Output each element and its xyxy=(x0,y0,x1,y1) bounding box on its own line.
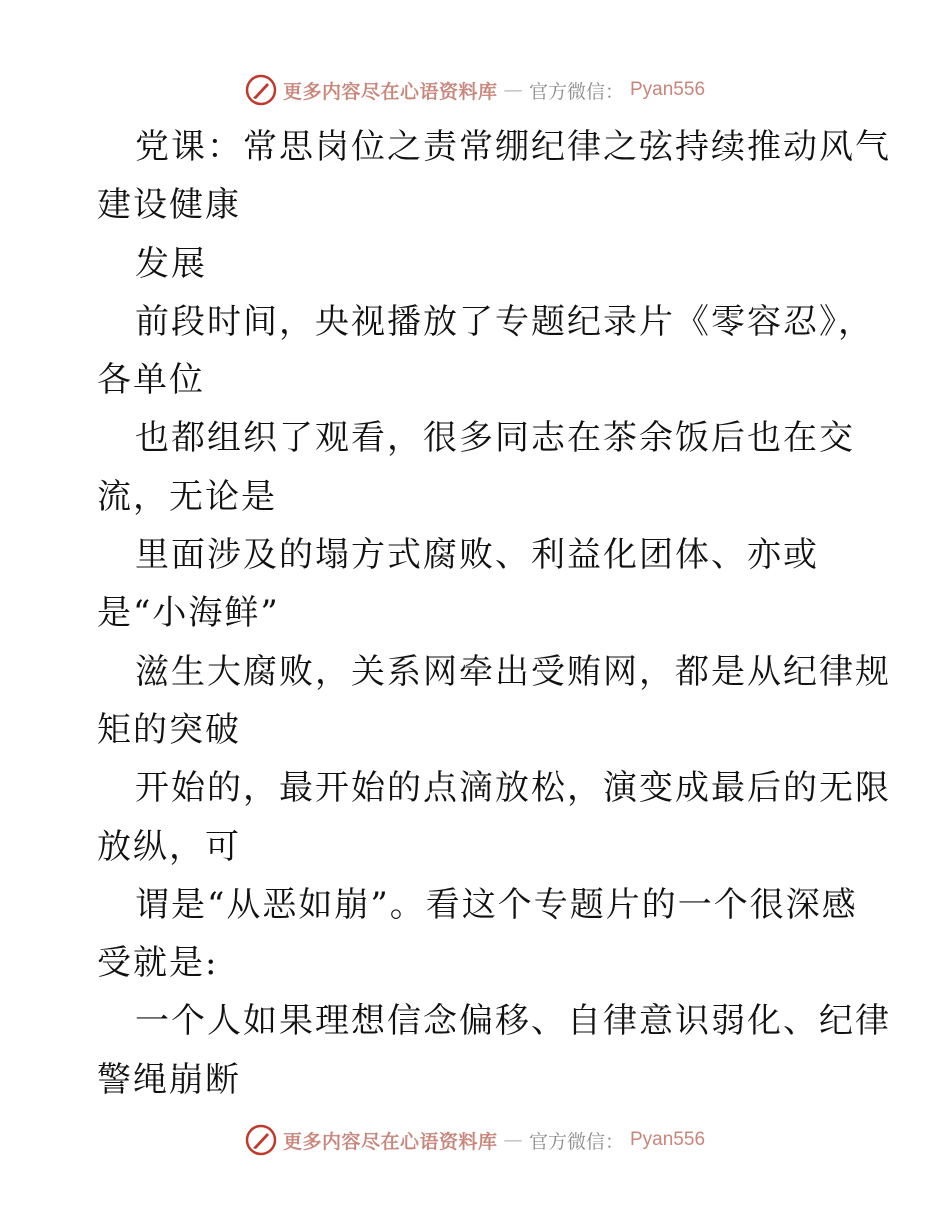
footer-banner-text: 更多内容尽在心语资料库 xyxy=(282,1130,498,1153)
header-banner-dash: — xyxy=(503,79,523,101)
document-body xyxy=(97,118,891,1109)
document-line: 建设健康 xyxy=(97,185,241,226)
document-line: 矩的突破 xyxy=(97,709,241,750)
header-banner-text: 更多内容尽在心语资料库 xyxy=(282,80,498,103)
document-line: 警绳崩断 xyxy=(97,1059,241,1100)
header-banner-wechat-id: Pyan556 xyxy=(630,79,706,100)
document-line: 一个人如果理想信念偏移、自律意识弱化、纪律 xyxy=(135,1001,891,1042)
quill-pen-logo-icon xyxy=(245,1124,277,1156)
document-line: 流，无论是 xyxy=(97,476,277,517)
footer-banner-wechat-id: Pyan556 xyxy=(630,1129,706,1150)
document-line: 开始的，最开始的点滴放松，演变成最后的无限 xyxy=(135,768,891,809)
document-line: 受就是: xyxy=(97,943,219,984)
document-line-title: 党课：常思岗位之责常绷纪律之弦持续推动风气 xyxy=(135,127,891,167)
footer-banner-subtext: 官方微信： xyxy=(528,1130,624,1153)
document-line: 各单位 xyxy=(97,360,205,401)
document-line: 滋生大腐败，关系网牵出受贿网，都是从纪律规 xyxy=(135,651,891,692)
document-line: 发展 xyxy=(135,243,207,284)
header-banner xyxy=(0,70,950,110)
quill-pen-logo-icon xyxy=(245,74,277,106)
document-line: 里面涉及的塌方式腐败、利益化团体、亦或 xyxy=(135,535,819,576)
footer-banner-dash: — xyxy=(503,1129,523,1151)
document-line: 也都组织了观看，很多同志在茶余饭后也在交 xyxy=(135,418,855,459)
document-line: 放纵，可 xyxy=(97,826,241,867)
document-line: 谓是“从恶如崩”。看这个专题片的一个很深感 xyxy=(135,884,858,925)
footer-banner xyxy=(0,1120,950,1160)
document-line: 是“小海鲜” xyxy=(97,593,280,634)
document-line: 前段时间，央视播放了专题纪录片《零容忍》， xyxy=(135,301,874,342)
header-banner-subtext: 官方微信： xyxy=(528,80,624,103)
